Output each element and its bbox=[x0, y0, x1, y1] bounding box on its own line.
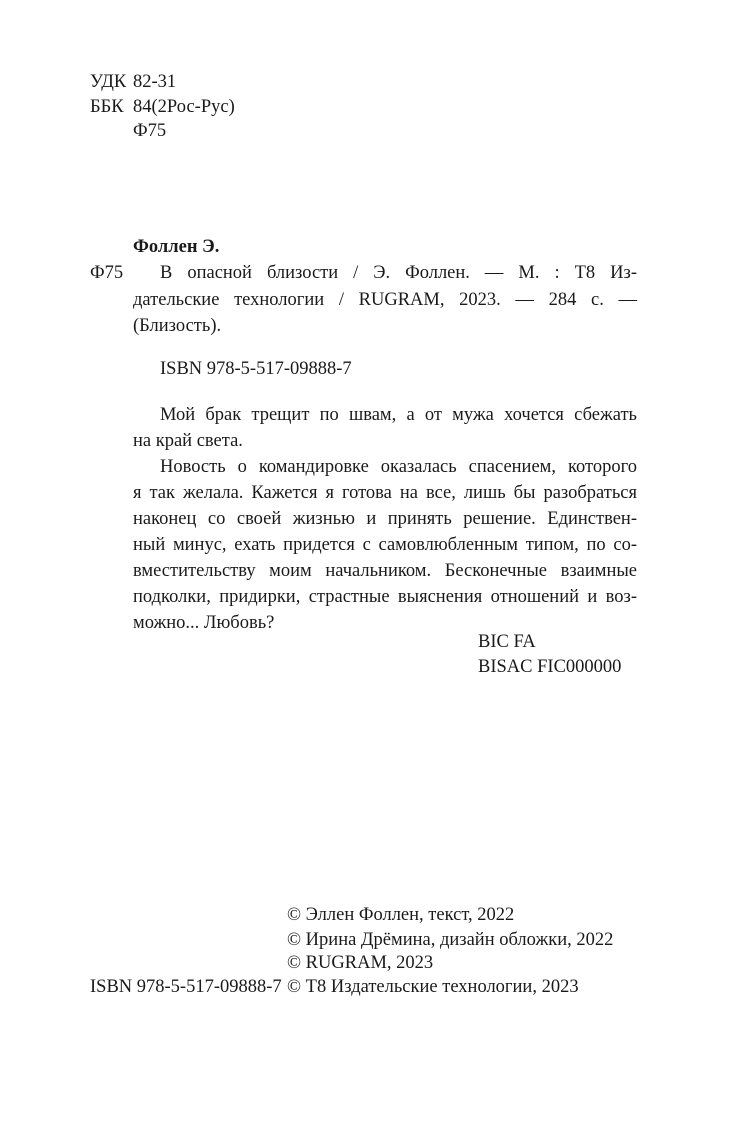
annotation-line: можно... Любовь? bbox=[133, 613, 275, 633]
author-name: Фоллен Э. bbox=[133, 237, 220, 257]
record-isbn: ISBN 978-5-517-09888-7 bbox=[160, 359, 352, 379]
copyright-line: © Т8 Издательские технологии, 2023 bbox=[287, 977, 579, 997]
udk-code: 82-31 bbox=[133, 72, 177, 92]
bbk-code: 84(2Рос-Рус) bbox=[133, 97, 235, 117]
annotation-line: наконец со своей жизнью и принять решение. Единствен- bbox=[133, 509, 637, 529]
copyright-line: © Эллен Фоллен, текст, 2022 bbox=[287, 905, 515, 925]
bbk-label: ББК bbox=[90, 97, 124, 117]
record-author-sign: Ф75 bbox=[90, 263, 124, 283]
copyright-line: © Ирина Дрёмина, дизайн обложки, 2022 bbox=[287, 930, 614, 950]
annotation-line: вместительству моим начальником. Бесконечные взаимные bbox=[133, 561, 637, 581]
annotation-line: ный минус, ехать придется с самовлюбленным типом, по со- bbox=[133, 535, 637, 555]
annotation-line: на край света. bbox=[133, 431, 243, 451]
annotation-line: Мой брак трещит по швам, а от мужа хочется сбежать bbox=[160, 405, 637, 425]
udk-label: УДК bbox=[90, 72, 127, 92]
author-sign: Ф75 bbox=[133, 121, 167, 141]
imprint-isbn: ISBN 978-5-517-09888-7 bbox=[90, 977, 282, 997]
record-line: В опасной близости / Э. Фоллен. — М. : Т8 Из- bbox=[160, 263, 637, 283]
record-line: (Близость). bbox=[133, 316, 222, 336]
bic-code: BIC FA bbox=[478, 632, 536, 652]
record-line: дательские технологии / RUGRAM, 2023. — 284 с. — bbox=[133, 290, 637, 310]
annotation-line: я так желала. Кажется я готова на все, лишь бы разобраться bbox=[133, 483, 637, 503]
annotation-line: подколки, придирки, страстные выяснения отношений и воз- bbox=[133, 587, 637, 607]
annotation-line: Новость о командировке оказалась спасением, которого bbox=[160, 457, 637, 477]
copyright-line: © RUGRAM, 2023 bbox=[287, 953, 434, 973]
bisac-code: BISAC FIC000000 bbox=[478, 657, 622, 677]
